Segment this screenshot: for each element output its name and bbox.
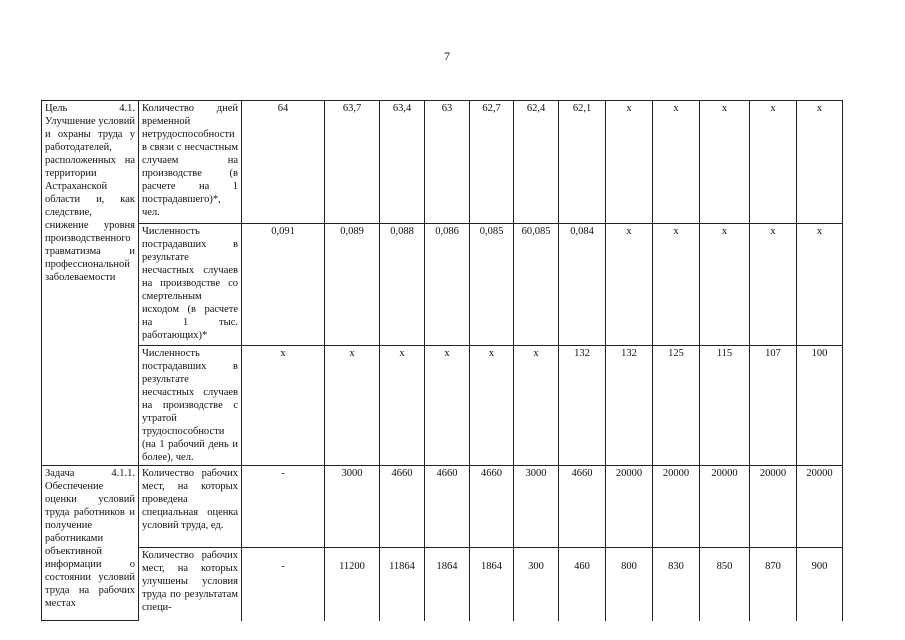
value-cell: x <box>325 346 380 466</box>
value-cell: 62,7 <box>470 101 514 224</box>
table-row <box>42 548 843 621</box>
value-cell: 900 <box>797 548 843 621</box>
value-cell: 20000 <box>653 466 700 548</box>
value-cell: 63,4 <box>380 101 425 224</box>
value-cell: x <box>750 224 797 346</box>
table-row <box>42 346 843 466</box>
value-cell: 0,088 <box>380 224 425 346</box>
value-cell: 63 <box>425 101 470 224</box>
value-cell: 0,091 <box>242 224 325 346</box>
table-row <box>42 224 843 346</box>
value-cell: 460 <box>559 548 606 621</box>
value-cell: 830 <box>653 548 700 621</box>
value-cell: x <box>797 101 843 224</box>
value-cell: 115 <box>700 346 750 466</box>
value-cell: x <box>653 101 700 224</box>
value-cell: 64 <box>242 101 325 224</box>
indicator-cell: Количество рабочих мест, на которых проведена специальная оценка условий труда, ед. <box>139 466 242 548</box>
value-cell: 1864 <box>425 548 470 621</box>
value-cell: x <box>242 346 325 466</box>
value-cell: x <box>700 101 750 224</box>
value-cell: 132 <box>559 346 606 466</box>
indicator-cell: Количество дней временной нетрудоспособности в связи с несчастным случаем на производстве (в расчете на 1 пострадавшего)*, чел. <box>139 101 242 224</box>
value-cell: 800 <box>606 548 653 621</box>
value-cell: 4660 <box>425 466 470 548</box>
indicator-cell: Количество рабочих мест, на которых улучшены условия труда по результатам специ- <box>139 548 242 621</box>
value-cell: x <box>514 346 559 466</box>
value-cell: 3000 <box>325 466 380 548</box>
value-cell: x <box>425 346 470 466</box>
value-cell: 0,084 <box>559 224 606 346</box>
value-cell: 870 <box>750 548 797 621</box>
value-cell: 125 <box>653 346 700 466</box>
indicators-table <box>41 100 843 621</box>
value-cell: - <box>242 466 325 548</box>
value-cell: 4660 <box>559 466 606 548</box>
table-row <box>42 101 843 224</box>
table-row <box>42 466 843 548</box>
value-cell: 20000 <box>606 466 653 548</box>
indicator-cell: Численность пострадавших в результате несчастных случаев на производстве со смертельным исходом (в расчете на 1 тыс. работающих)* <box>139 224 242 346</box>
value-cell: x <box>700 224 750 346</box>
value-cell: 60,085 <box>514 224 559 346</box>
value-cell: x <box>750 101 797 224</box>
value-cell: 0,085 <box>470 224 514 346</box>
value-cell: 11864 <box>380 548 425 621</box>
value-cell: - <box>242 548 325 621</box>
value-cell: x <box>606 224 653 346</box>
value-cell: 107 <box>750 346 797 466</box>
value-cell: x <box>380 346 425 466</box>
value-cell: 300 <box>514 548 559 621</box>
value-cell: x <box>470 346 514 466</box>
value-cell: 20000 <box>750 466 797 548</box>
value-cell: x <box>606 101 653 224</box>
value-cell: 62,4 <box>514 101 559 224</box>
value-cell: 20000 <box>797 466 843 548</box>
value-cell: 132 <box>606 346 653 466</box>
value-cell: 20000 <box>700 466 750 548</box>
value-cell: 4660 <box>470 466 514 548</box>
indicator-cell: Численность пострадавших в результате несчастных случаев на производстве с утратой трудоспособности (на 1 рабочий день и более), чел. <box>139 346 242 466</box>
value-cell: x <box>653 224 700 346</box>
goal-cell: Цель 4.1. Улучшение условий и охраны труда у работодателей, расположенных на территории Астраханской области и, как следствие, снижение уровня производственного травматизма и профессиональной заболеваемости <box>42 101 139 466</box>
value-cell: 100 <box>797 346 843 466</box>
value-cell: 1864 <box>470 548 514 621</box>
value-cell: 62,1 <box>559 101 606 224</box>
task-cell: Задача 4.1.1. Обеспечение оценки условий труда работников и получение работниками объективной информации о состоянии условий труда на рабочих местах <box>42 466 139 621</box>
value-cell: 3000 <box>514 466 559 548</box>
value-cell: x <box>797 224 843 346</box>
value-cell: 11200 <box>325 548 380 621</box>
value-cell: 0,086 <box>425 224 470 346</box>
value-cell: 850 <box>700 548 750 621</box>
value-cell: 4660 <box>380 466 425 548</box>
page-number: 7 <box>444 49 450 63</box>
value-cell: 0,089 <box>325 224 380 346</box>
value-cell: 63,7 <box>325 101 380 224</box>
